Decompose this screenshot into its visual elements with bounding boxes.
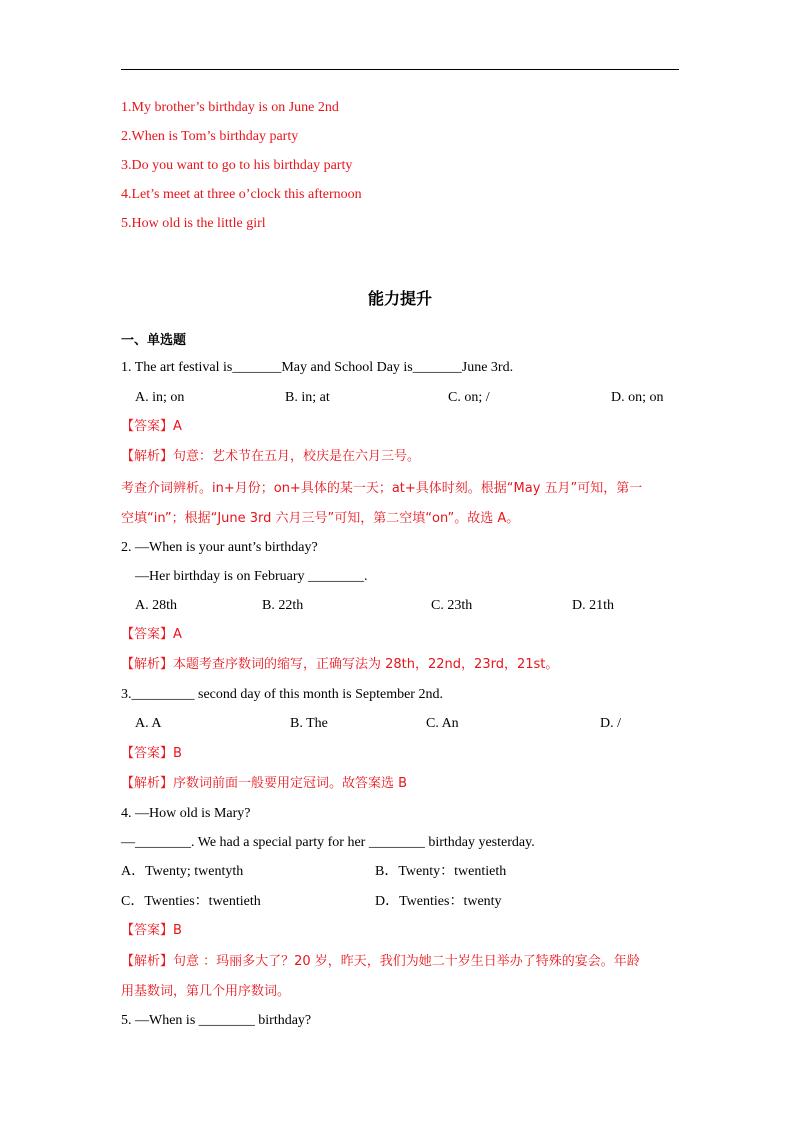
question-2-stem: 2. —When is your aunt’s birthday?	[121, 540, 318, 555]
q4-option-c: C．Twenties：twentieth	[121, 894, 261, 909]
q4-option-a: A．Twenty; twentyth	[121, 864, 244, 879]
q2-option-c: C. 23th	[431, 598, 473, 613]
q2-answer: 【答案】A	[121, 627, 182, 642]
q1-analysis-2: 考查介词辨析。in+月份；on+具体的某一天；at+具体时刻。根据“May 五月”可知，第一	[121, 481, 643, 496]
q2-option-a: A. 28th	[135, 598, 177, 613]
q1-answer: 【答案】A	[121, 419, 182, 434]
q2-option-b: B. 22th	[262, 598, 304, 613]
header-rule	[121, 69, 679, 70]
q4-answer: 【答案】B	[121, 923, 182, 938]
question-3-stem: 3._________ second day of this month is September 2nd.	[121, 687, 443, 702]
q1-option-c: C. on; /	[448, 390, 490, 405]
section-title: 一、单选题	[121, 333, 187, 348]
question-1-stem: 1. The art festival is_______May and School Day is_______June 3rd.	[121, 360, 514, 375]
q1-option-a: A. in; on	[135, 390, 185, 405]
question-2-stem-2: —Her birthday is on February ________.	[135, 569, 368, 584]
q1-analysis-1: 【解析】句意：艺术节在五月，校庆是在六月三号。	[121, 449, 421, 464]
q3-option-d: D. /	[600, 716, 621, 731]
answer-line-4: 4.Let’s meet at three o’clock this afternoon	[121, 187, 362, 202]
answer-line-1: 1.My brother’s birthday is on June 2nd	[121, 100, 339, 115]
q2-analysis: 【解析】本题考查序数词的缩写，正确写法为 28th，22nd，23rd，21st。	[121, 657, 559, 672]
q3-analysis: 【解析】序数词前面一般要用定冠词。故答案选 B	[121, 776, 408, 791]
question-5-stem: 5. —When is ________ birthday?	[121, 1013, 312, 1028]
q3-option-b: B. The	[290, 716, 328, 731]
question-4-stem: 4. —How old is Mary?	[121, 806, 251, 821]
page-heading: 能力提升	[367, 289, 432, 308]
q4-analysis-1: 【解析】句意 ：玛丽多大了？20 岁，昨天，我们为她二十岁生日举办了特殊的宴会。年龄	[121, 954, 640, 969]
q1-option-d: D. on; on	[611, 390, 664, 405]
answer-line-2: 2.When is Tom’s birthday party	[121, 129, 299, 144]
q1-option-b: B. in; at	[285, 390, 330, 405]
q4-analysis-2: 用基数词，第几个用序数词。	[121, 984, 291, 999]
q2-option-d: D. 21th	[572, 598, 614, 613]
q3-option-a: A. A	[135, 716, 162, 731]
q1-analysis-3: 空填“in”；根据“June 3rd 六月三号”可知，第二空填“on”。故选 A。	[121, 511, 520, 526]
q3-answer: 【答案】B	[121, 746, 182, 761]
answer-line-3: 3.Do you want to go to his birthday party	[121, 158, 353, 173]
q4-option-b: B．Twenty：twentieth	[375, 864, 507, 879]
question-4-stem-2: —________. We had a special party for her ________ birthday yesterday.	[121, 835, 535, 850]
q4-option-d: D．Twenties：twenty	[375, 894, 502, 909]
answer-line-5: 5.How old is the little girl	[121, 216, 266, 231]
q3-option-c: C. An	[426, 716, 459, 731]
